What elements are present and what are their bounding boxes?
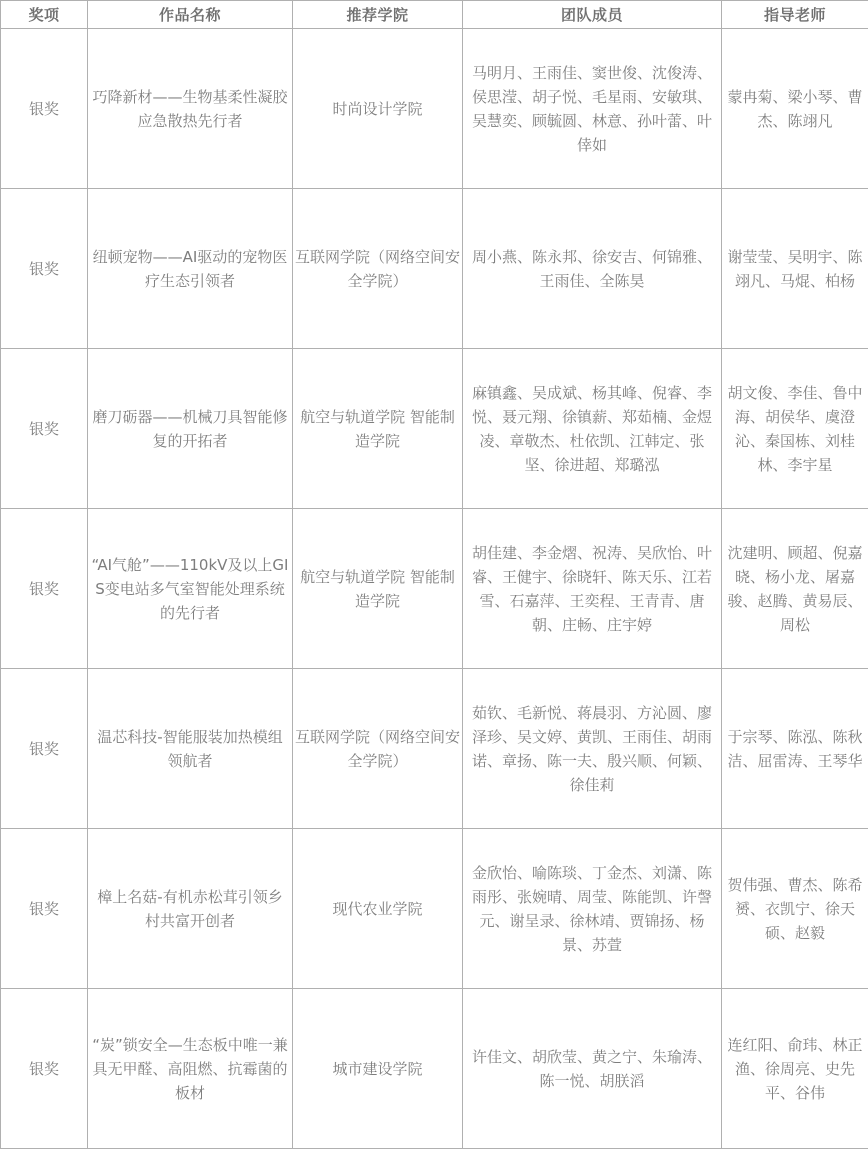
advisors-cell: 沈建明、顾超、倪嘉晓、杨小龙、屠嘉骏、赵腾、黄易辰、周松	[722, 509, 868, 669]
table-row	[1, 829, 868, 989]
table-row	[1, 509, 868, 669]
advisors-cell: 连红阳、俞玮、林正渔、徐周亮、史先平、谷伟	[722, 989, 868, 1149]
college-cell: 时尚设计学院	[293, 29, 463, 189]
award-cell: 银奖	[1, 669, 88, 829]
project-cell: 纽顿宠物——AI驱动的宠物医疗生态引领者	[88, 189, 293, 349]
award-cell: 银奖	[1, 29, 88, 189]
award-cell: 银奖	[1, 989, 88, 1149]
members-cell: 麻镇鑫、吴成斌、杨其峰、倪睿、李悦、聂元翔、徐镇薪、郑茹楠、金煜凌、章敬杰、杜依凯、江韩定、张坚、徐进超、郑璐泓	[463, 349, 722, 509]
table-row	[1, 189, 868, 349]
award-cell: 银奖	[1, 349, 88, 509]
members-cell: 胡佳建、李金熠、祝涛、吴欣怡、叶睿、王健宇、徐晓轩、陈天乐、江若雪、石嘉萍、王奕程、王青青、唐朝、庄畅、庄宇婷	[463, 509, 722, 669]
members-cell: 马明月、王雨佳、窦世俊、沈俊涛、侯思滢、胡子悦、毛星雨、安敏琪、吴慧奕、顾毓圆、林意、孙叶蕾、叶倖如	[463, 29, 722, 189]
table-row	[1, 989, 868, 1149]
college-cell: 互联网学院（网络空间安全学院）	[293, 669, 463, 829]
header-award: 奖项	[1, 1, 88, 29]
college-cell: 航空与轨道学院 智能制造学院	[293, 509, 463, 669]
award-cell: 银奖	[1, 509, 88, 669]
advisors-cell: 于宗琴、陈泓、陈秋洁、屈雷涛、王琴华	[722, 669, 868, 829]
project-cell: 温芯科技-智能服装加热模组领航者	[88, 669, 293, 829]
award-cell: 银奖	[1, 189, 88, 349]
header-college: 推荐学院	[293, 1, 463, 29]
table-row	[1, 349, 868, 509]
members-cell: 许佳文、胡欣莹、黄之宁、朱瑜涛、陈一悦、胡朕滔	[463, 989, 722, 1149]
table-row	[1, 669, 868, 829]
members-cell: 金欣怡、喻陈琰、丁金杰、刘潇、陈雨彤、张婉晴、周莹、陈能凯、许謦元、谢呈录、徐林靖、贾锦扬、杨景、苏萱	[463, 829, 722, 989]
award-cell: 银奖	[1, 829, 88, 989]
advisors-cell: 谢莹莹、吴明宇、陈翊凡、马焜、柏杨	[722, 189, 868, 349]
header-advisors: 指导老师	[722, 1, 868, 29]
table-row	[1, 29, 868, 189]
table-header	[1, 1, 868, 29]
college-cell: 航空与轨道学院 智能制造学院	[293, 349, 463, 509]
project-cell: 磨刀砺器——机械刀具智能修复的开拓者	[88, 349, 293, 509]
project-cell: 樟上名菇-有机赤松茸引领乡村共富开创者	[88, 829, 293, 989]
college-cell: 互联网学院（网络空间安全学院）	[293, 189, 463, 349]
table-body	[1, 29, 868, 1149]
project-cell: 巧降新材——生物基柔性凝胶应急散热先行者	[88, 29, 293, 189]
header-row	[1, 1, 868, 29]
advisors-cell: 胡文俊、李佳、鲁中海、胡侯华、虞澄沁、秦国栋、刘桂林、李宇星	[722, 349, 868, 509]
project-cell: “AI气舱”——110kV及以上GIS变电站多气室智能处理系统的先行者	[88, 509, 293, 669]
college-cell: 现代农业学院	[293, 829, 463, 989]
header-members: 团队成员	[463, 1, 722, 29]
college-cell: 城市建设学院	[293, 989, 463, 1149]
members-cell: 周小燕、陈永邦、徐安吉、何锦雅、王雨佳、全陈昊	[463, 189, 722, 349]
advisors-cell: 蒙冉菊、梁小琴、曹杰、陈翊凡	[722, 29, 868, 189]
advisors-cell: 贺伟强、曹杰、陈希赟、衣凯宁、徐天硕、赵毅	[722, 829, 868, 989]
header-project: 作品名称	[88, 1, 293, 29]
members-cell: 茹钦、毛新悦、蒋晨羽、方沁圆、廖泽珍、吴文婷、黄凯、王雨佳、胡雨诺、章扬、陈一夫、殷兴顺、何颖、徐佳莉	[463, 669, 722, 829]
project-cell: “炭”锁安全—生态板中唯一兼具无甲醛、高阻燃、抗霉菌的板材	[88, 989, 293, 1149]
